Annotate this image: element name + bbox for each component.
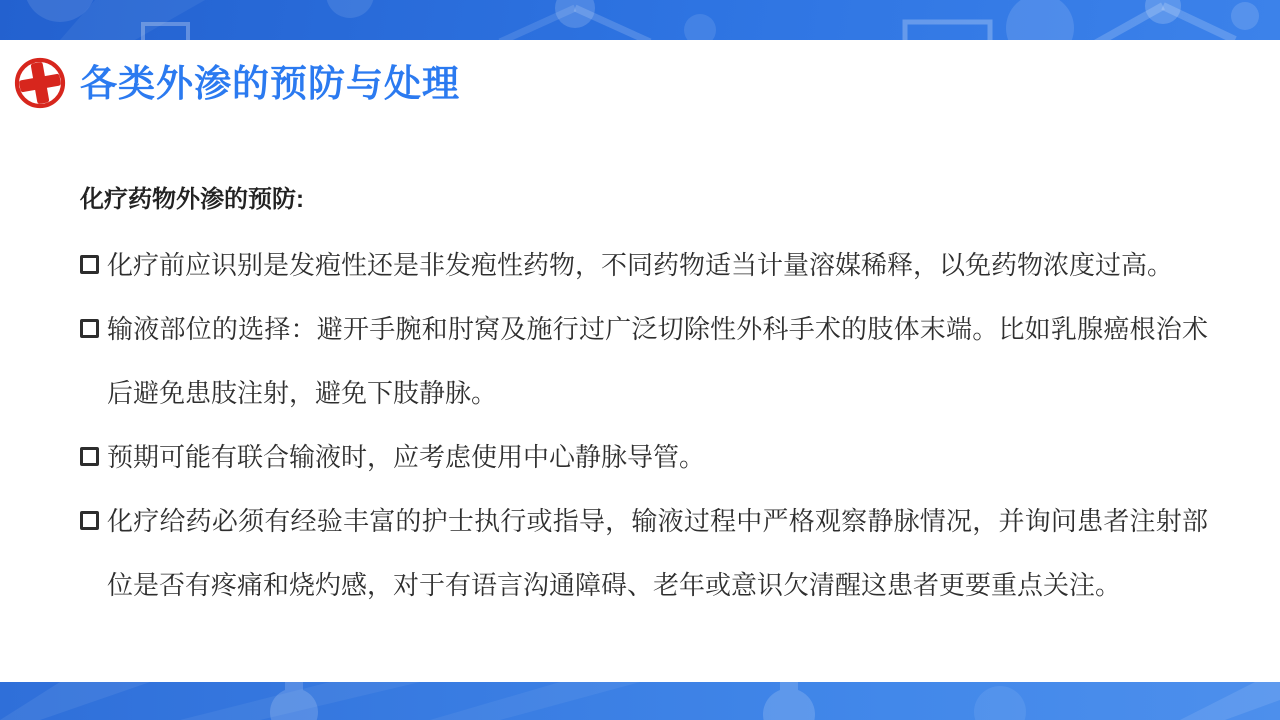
molecule-pattern-icon bbox=[0, 0, 1280, 40]
bullet-text: 化疗前应识别是发疱性还是非发疱性药物，不同药物适当计量溶媒稀释，以免药物浓度过高。 bbox=[107, 250, 1174, 280]
header-band bbox=[0, 0, 1280, 40]
bullet-text: 预期可能有联合输液时，应考虑使用中心静脉导管。 bbox=[107, 442, 706, 472]
flask-pattern-icon bbox=[0, 682, 1280, 720]
page-title: 各类外渗的预防与处理 bbox=[80, 62, 460, 104]
square-bullet-icon bbox=[80, 447, 99, 466]
bullet-item bbox=[80, 425, 1208, 489]
section-heading: 化疗药物外渗的预防: bbox=[80, 186, 304, 213]
bullet-item bbox=[80, 489, 1208, 617]
bullet-text: 输液部位的选择：避开手腕和肘窝及施行过广泛切除性外科手术的肢体末端。比如乳腺癌根治术后避免患肢注射，避免下肢静脉。 bbox=[107, 314, 1208, 408]
bullet-list bbox=[80, 233, 1208, 617]
bullet-text: 化疗给药必须有经验丰富的护士执行或指导，输液过程中严格观察静脉情况，并询问患者注射部位是否有疼痛和烧灼感，对于有语言沟通障碍、老年或意识欠清醒这患者更要重点关注。 bbox=[107, 506, 1208, 600]
bullet-item bbox=[80, 297, 1208, 425]
title-row bbox=[14, 56, 460, 110]
square-bullet-icon bbox=[80, 319, 99, 338]
slide-content bbox=[80, 168, 1208, 617]
footer-band bbox=[0, 682, 1280, 720]
square-bullet-icon bbox=[80, 511, 99, 530]
bullet-item bbox=[80, 233, 1208, 297]
square-bullet-icon bbox=[80, 255, 99, 274]
red-cross-icon bbox=[14, 57, 66, 109]
